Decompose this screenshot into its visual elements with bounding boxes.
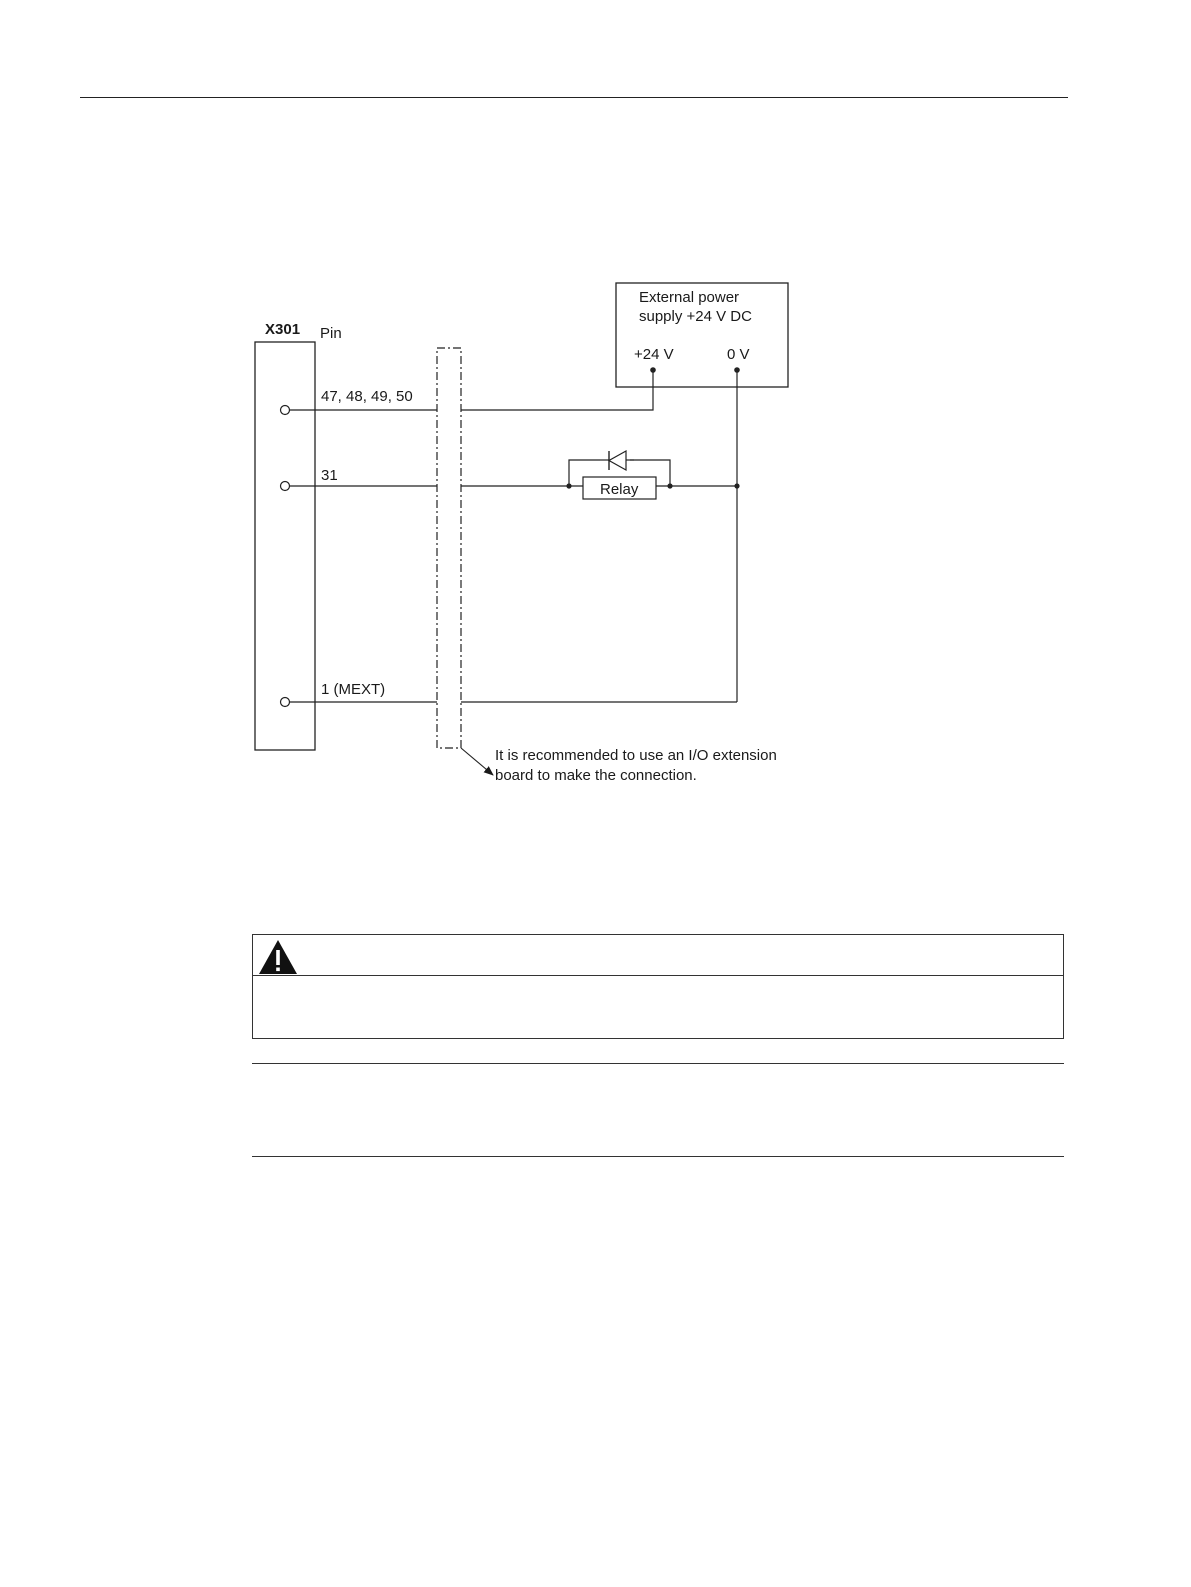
connector-block bbox=[255, 342, 315, 750]
pin-label-2: 31 bbox=[321, 467, 338, 484]
power-supply-title-line1: External power bbox=[639, 289, 740, 306]
diode-icon bbox=[600, 451, 634, 470]
note-bottom-rule bbox=[252, 1156, 1064, 1157]
pin-terminal-3 bbox=[281, 698, 290, 707]
pin-header: Pin bbox=[320, 325, 342, 342]
pin-terminal-1 bbox=[281, 406, 290, 415]
connector-name: X301 bbox=[265, 321, 301, 338]
power-supply-title-line2: supply +24 V DC bbox=[639, 308, 752, 325]
warning-box bbox=[252, 934, 1064, 1039]
zero-v-terminal-label: 0 V bbox=[727, 346, 750, 363]
callout-line1: It is recommended to use an I/O extension bbox=[495, 747, 777, 764]
rail-junction-node bbox=[734, 483, 739, 488]
note-top-rule bbox=[252, 1063, 1064, 1064]
wire-plus-24v bbox=[461, 370, 653, 410]
io-extension-board bbox=[437, 348, 461, 748]
plus-24v-terminal-label: +24 V bbox=[634, 346, 674, 363]
callout-line2: board to make the connection. bbox=[495, 767, 697, 784]
callout-arrow bbox=[461, 748, 493, 775]
warning-header bbox=[253, 935, 1063, 976]
pin-label-3: 1 (MEXT) bbox=[321, 681, 386, 698]
relay-label: Relay bbox=[600, 481, 639, 498]
warning-triangle-icon bbox=[258, 939, 298, 975]
pin-label-1: 47, 48, 49, 50 bbox=[321, 388, 413, 405]
pin-terminal-2 bbox=[281, 482, 290, 491]
